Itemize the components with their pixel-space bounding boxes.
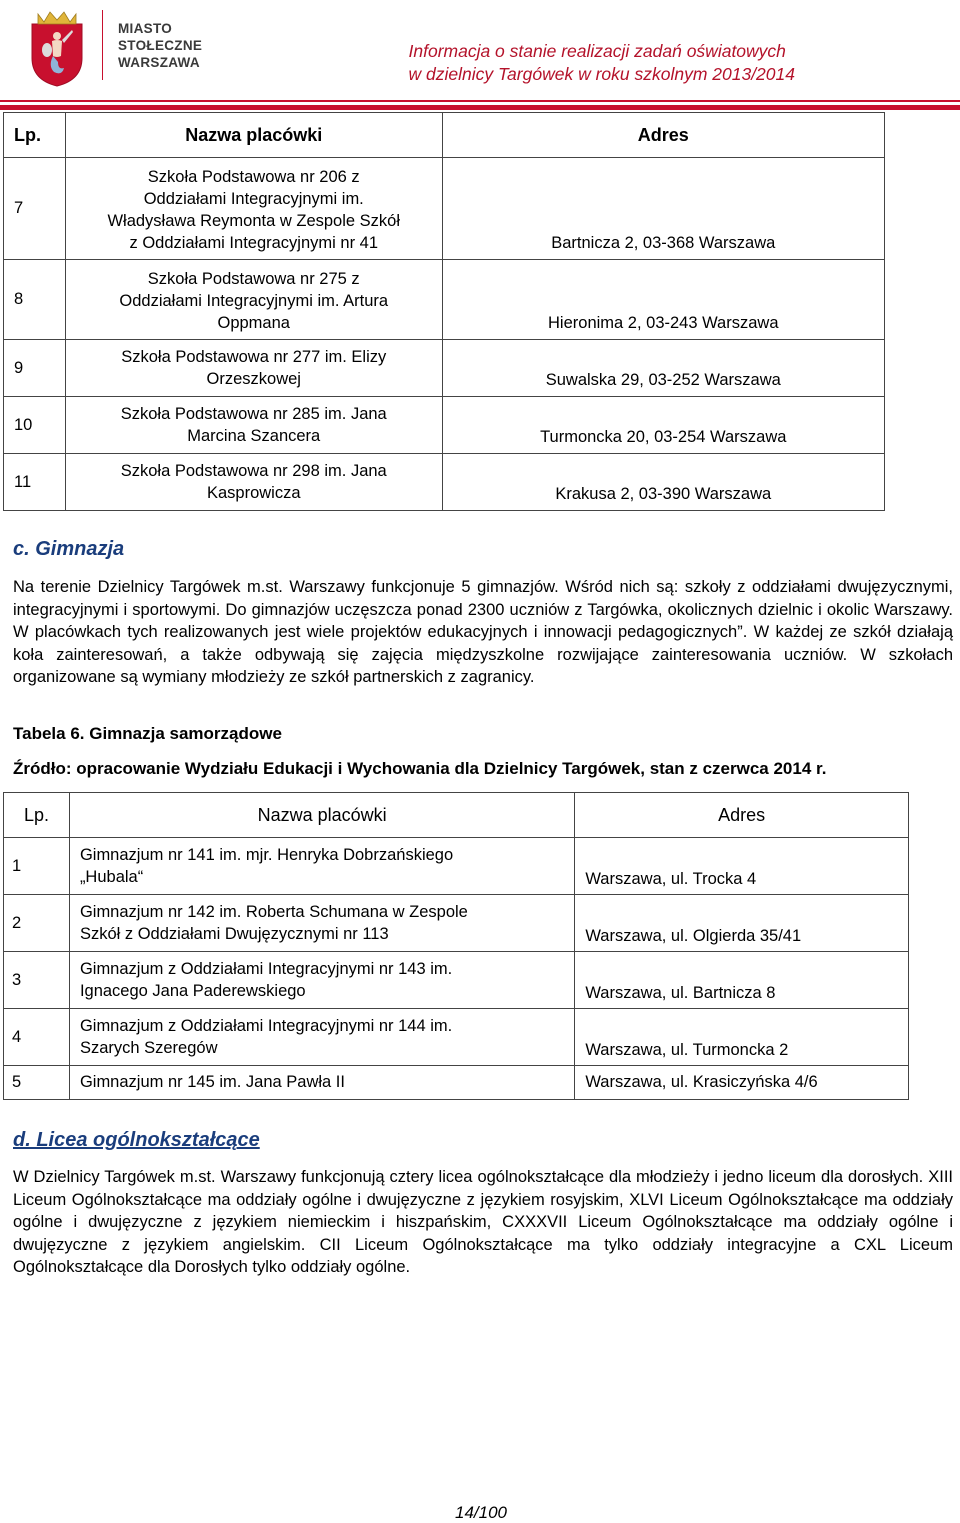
- row-lp: [4, 952, 70, 1009]
- page-number: 14/100: [455, 1503, 507, 1522]
- name-line: Szkół z Oddziałami Dwujęzycznymi nr 113: [79, 925, 389, 943]
- table-header-row: [4, 793, 909, 838]
- name-line: Gimnazjum nr 145 im. Jana Pawła II: [79, 1073, 345, 1091]
- row-lp: [4, 895, 70, 952]
- row-name: [69, 895, 574, 952]
- document-title-line1: Informacja o stanie realizacji zadań oświatowych: [408, 41, 786, 61]
- name-line: Gimnazjum nr 141 im. mjr. Henryka Dobrzańskiego: [79, 846, 454, 864]
- address-value: Krakusa 2, 03-390 Warszawa: [555, 485, 772, 503]
- logo-divider: [102, 10, 103, 80]
- header-name: Nazwa placówki: [65, 113, 442, 158]
- table-row: [4, 838, 909, 895]
- row-name: [65, 158, 442, 260]
- table-row: [4, 1066, 909, 1100]
- row-address: [575, 1066, 909, 1100]
- address-value: Warszawa, ul. Krasiczyńska 4/6: [585, 1073, 818, 1091]
- row-lp: [4, 1066, 70, 1100]
- name-line: z Oddziałami Integracyjnymi nr 41: [129, 234, 378, 252]
- section-heading-licea: d. Licea ogólnokształcące: [13, 1129, 260, 1151]
- name-line: Gimnazjum z Oddziałami Integracyjnymi nr 143 im.: [79, 960, 453, 978]
- lp-value: 10: [14, 415, 33, 434]
- name-line: Szkoła Podstawowa nr 277 im. Elizy: [121, 348, 387, 366]
- name-line: Oppmana: [217, 314, 290, 332]
- address-value: Warszawa, ul. Olgierda 35/41: [585, 927, 802, 945]
- logo-line: STOŁECZNE: [118, 38, 203, 53]
- table-row: [4, 340, 885, 397]
- row-address: [442, 454, 884, 511]
- row-name: [65, 454, 442, 511]
- row-address: [575, 952, 909, 1009]
- table-row: [4, 1009, 909, 1066]
- name-line: Orzeszkowej: [206, 370, 301, 388]
- address-value: Suwalska 29, 03-252 Warszawa: [545, 371, 781, 389]
- lp-value: 4: [12, 1027, 22, 1046]
- page-header: [0, 0, 960, 112]
- warsaw-mermaid-emblem-icon: [28, 6, 86, 88]
- table-row: [4, 952, 909, 1009]
- row-lp: [4, 838, 70, 895]
- lp-value: 9: [14, 358, 24, 377]
- section-heading-gimnazja: c. Gimnazja: [13, 538, 125, 560]
- lp-value: 8: [14, 290, 24, 308]
- name-line: Kasprowicza: [206, 484, 301, 502]
- row-address: [575, 838, 909, 895]
- header-name: Nazwa placówki: [69, 793, 574, 838]
- name-line: Oddziałami Integracyjnymi im. Artura: [119, 292, 389, 310]
- row-name: [65, 260, 442, 340]
- header-rule: [0, 105, 960, 110]
- primary-schools-table: [3, 112, 885, 511]
- address-value: Warszawa, ul. Bartnicza 8: [585, 984, 776, 1002]
- row-address: [575, 1009, 909, 1066]
- row-name: [69, 1009, 574, 1066]
- section-paragraph-gimnazja: Na terenie Dzielnicy Targówek m.st. Warszawy funkcjonuje 5 gimnazjów. Wśród nich są: szkoły z oddziałami dwujęzycznymi, integracyjnymi i sportowymi. Do gimnazjów uczęszcza ponad 2300 uczniów z Targówka, okolicznych dzielnic i okolic Warszawy. W placówkach tych realizowanych jest wiele projektów edukacyjnych i innowacji pedagogicznych”. W każdej ze szkół działają koła zainteresowań, a także odbywają się zajęcia międzyszkolne rozwijające zainteresowania uczniów. W szkołach organizowane są wymiany młodzieży ze szkół partnerskich z zagranicy.: [13, 578, 953, 686]
- section-paragraph-licea: W Dzielnicy Targówek m.st. Warszawy funkcjonują cztery licea ogólnokształcące dla młodzieży i jedno liceum dla dorosłych. XIII Liceum Ogólnokształcące ma oddziały ogólne i dwujęzyczne z językiem rosyjskim, XLVI Liceum Ogólnokształcące ma oddziały ogólne i dwujęzyczne z językiem niemieckim i hiszpańskim, CXXXVII Liceum Ogólnokształcące ma oddziały ogólne i dwujęzyczne z językiem angielskim. CII Liceum Ogólnokształcące ma tylko oddziały integracyjne a CXL Liceum Ogólnokształcące dla Dorosłych tylko oddziały ogólne.: [13, 1168, 953, 1276]
- table-source: Źródło: opracowanie Wydziału Edukacji i Wychowania dla Dzielnicy Targówek, stan z czerwca 2014 r.: [13, 759, 827, 778]
- lp-value: 1: [12, 856, 22, 875]
- lp-value: 2: [12, 913, 22, 932]
- name-line: Oddziałami Integracyjnymi im.: [143, 190, 364, 208]
- document-title: [409, 40, 796, 86]
- row-address: [575, 895, 909, 952]
- header-address: Adres: [442, 113, 884, 158]
- lp-value: 3: [12, 970, 22, 989]
- address-value: Bartnicza 2, 03-368 Warszawa: [551, 234, 776, 252]
- table-caption: Tabela 6. Gimnazja samorządowe: [13, 724, 282, 743]
- row-lp: [4, 1009, 70, 1066]
- gimnazja-table: [3, 792, 909, 1100]
- table-row: [4, 158, 885, 260]
- logo-line: WARSZAWA: [118, 55, 200, 70]
- name-line: Gimnazjum z Oddziałami Integracyjnymi nr 144 im.: [79, 1017, 453, 1035]
- row-address: [442, 158, 884, 260]
- row-name: [65, 340, 442, 397]
- row-name: [69, 952, 574, 1009]
- name-line: „Hubala“: [79, 868, 144, 886]
- header-lp: Lp.: [4, 793, 70, 838]
- name-line: Marcina Szancera: [187, 427, 321, 445]
- name-line: Ignacego Jana Paderewskiego: [79, 982, 306, 1000]
- address-value: Turmoncka 20, 03-254 Warszawa: [540, 428, 787, 446]
- table-row: [4, 260, 885, 340]
- row-lp: [4, 397, 66, 454]
- row-address: [442, 397, 884, 454]
- name-line: Szkoła Podstawowa nr 298 im. Jana: [120, 462, 387, 480]
- header-address: Adres: [575, 793, 909, 838]
- table-row: [4, 397, 885, 454]
- logo-wordmark: [118, 20, 202, 71]
- lp-value: 11: [14, 472, 32, 491]
- name-line: Szkoła Podstawowa nr 275 z: [147, 270, 360, 288]
- address-value: Hieronima 2, 03-243 Warszawa: [548, 314, 779, 332]
- name-line: Szkoła Podstawowa nr 206 z: [147, 168, 360, 186]
- document-title-line2: w dzielnicy Targówek w roku szkolnym 2013/2014: [408, 64, 795, 84]
- row-name: [69, 838, 574, 895]
- row-address: [442, 340, 884, 397]
- lp-value: 5: [12, 1073, 22, 1091]
- row-name: [65, 397, 442, 454]
- row-name: [69, 1066, 574, 1100]
- row-lp: [4, 260, 66, 340]
- lp-value: 7: [14, 199, 24, 217]
- row-lp: [4, 340, 66, 397]
- row-address: [442, 260, 884, 340]
- header-lp: Lp.: [4, 113, 66, 158]
- logo-line: MIASTO: [118, 21, 173, 36]
- name-line: Szkoła Podstawowa nr 285 im. Jana: [120, 405, 387, 423]
- table-row: [4, 895, 909, 952]
- name-line: Szarych Szeregów: [79, 1039, 218, 1057]
- row-lp: [4, 158, 66, 260]
- header-rule-thin: [0, 100, 960, 102]
- table-row: [4, 454, 885, 511]
- name-line: Gimnazjum nr 142 im. Roberta Schumana w Zespole: [79, 903, 468, 921]
- name-line: Władysława Reymonta w Zespole Szkół: [107, 212, 400, 230]
- address-value: Warszawa, ul. Trocka 4: [585, 870, 757, 888]
- row-lp: [4, 454, 66, 511]
- address-value: Warszawa, ul. Turmoncka 2: [585, 1041, 789, 1059]
- table-header-row: [4, 113, 885, 158]
